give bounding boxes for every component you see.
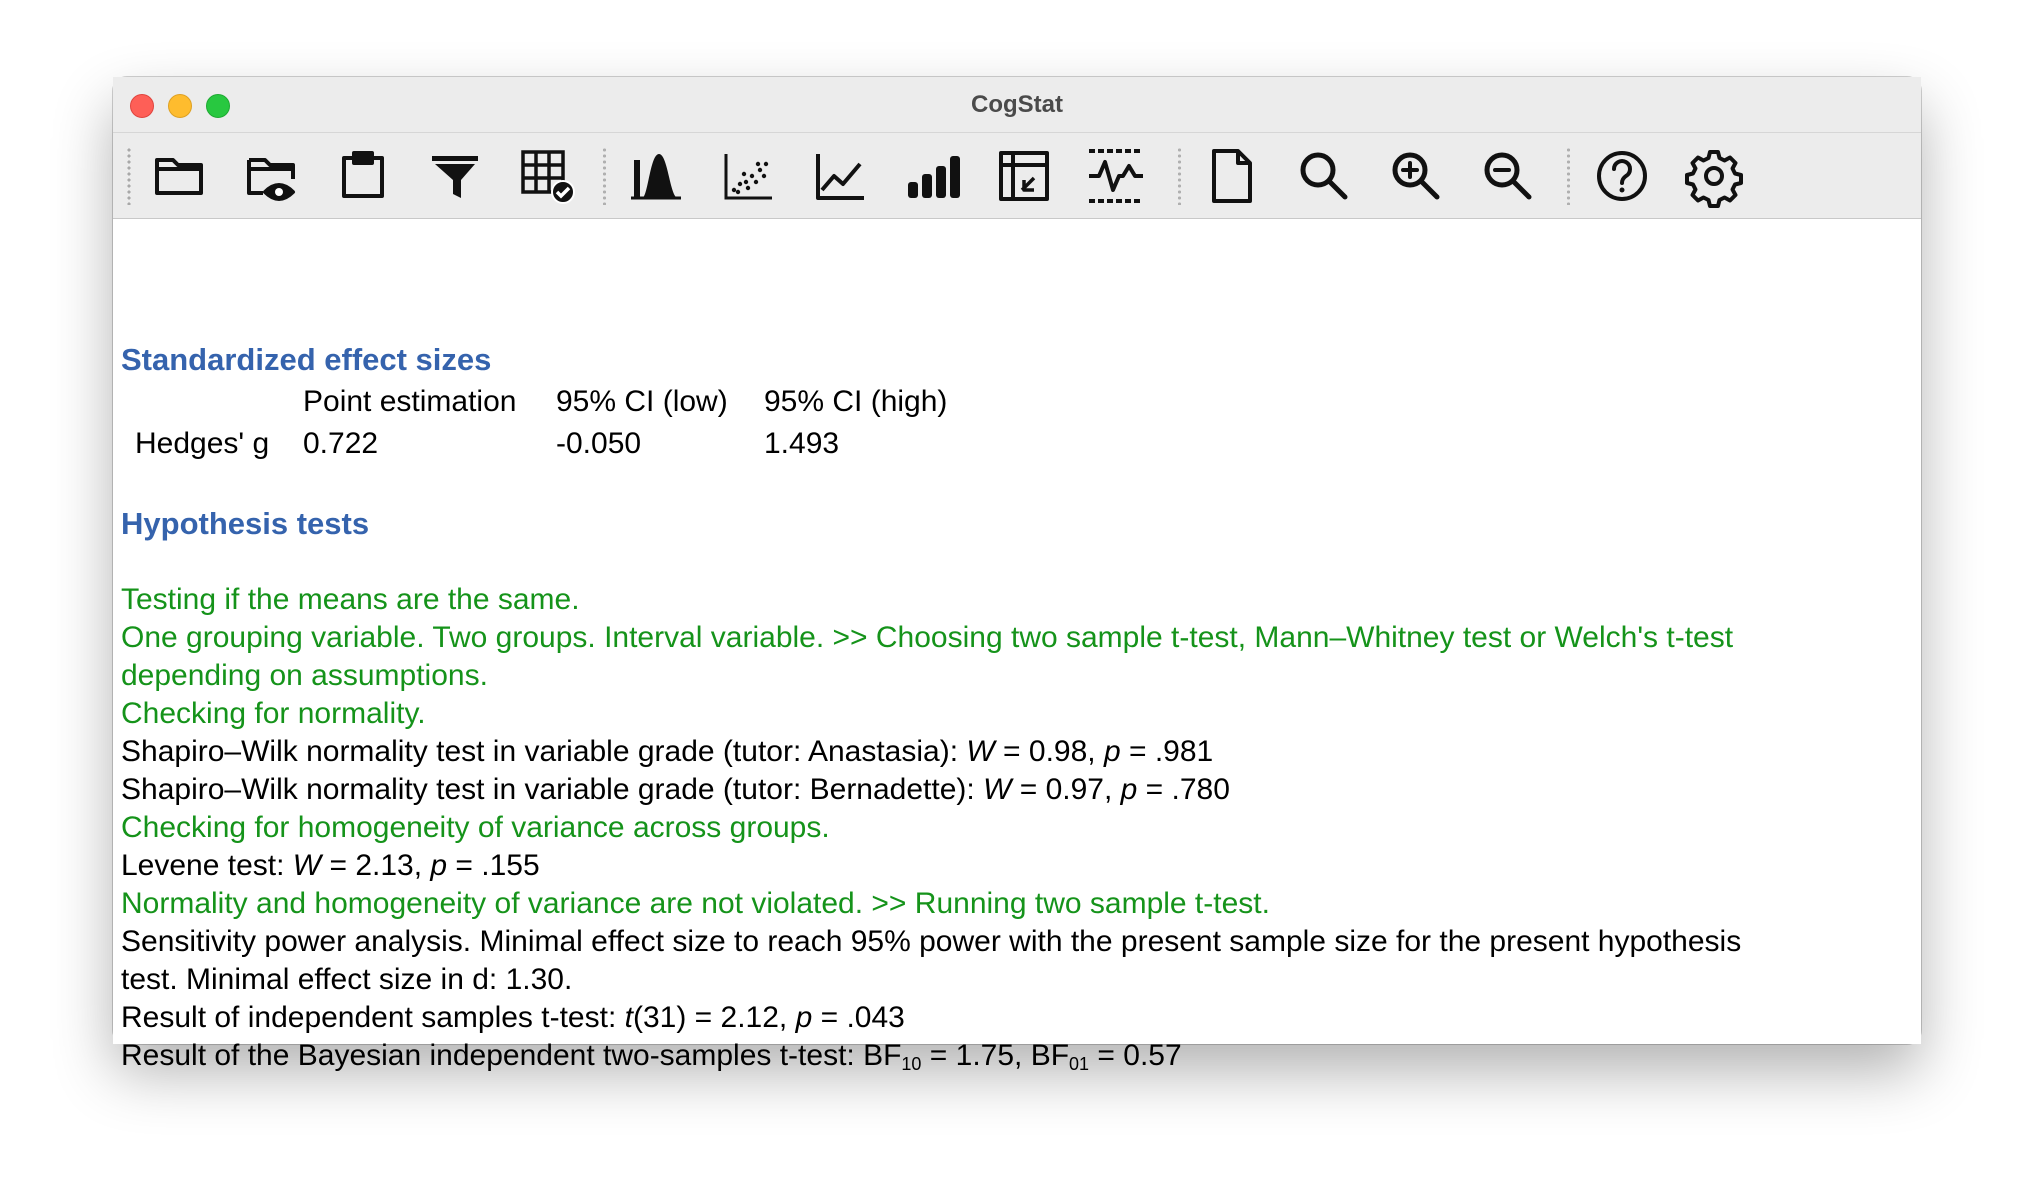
analysis-note: Testing if the means are the same. xyxy=(121,583,580,616)
bayes-result: Result of the Bayesian independent two-samples t-test: $BF_{10} = 1.75$, $BF_{01} = 0.57$ xyxy=(121,1039,1182,1074)
explore-relation-icon xyxy=(718,146,778,206)
paste-data-button[interactable] xyxy=(330,143,396,209)
compare-variables-button[interactable] xyxy=(1083,143,1149,209)
filter-button[interactable] xyxy=(422,143,488,209)
explore-variable-button[interactable] xyxy=(623,143,689,209)
analysis-note: Normality and homogeneity of variance are not violated. >> Running two sample t-test. xyxy=(121,887,1270,920)
open-demo-icon xyxy=(241,146,301,206)
compare-groups-button[interactable] xyxy=(899,143,965,209)
analysis-note: One grouping variable. Two groups. Interval variable. >> Choosing two sample t-test, Mann–Whitney test or Welch's t-test xyxy=(121,621,1734,654)
analysis-note: depending on assumptions. xyxy=(121,659,488,692)
help-button[interactable] xyxy=(1589,143,1655,209)
explore-variable-icon xyxy=(626,146,686,206)
explore-relation-button[interactable] xyxy=(715,143,781,209)
search-button[interactable] xyxy=(1291,143,1357,209)
zoom-out-icon xyxy=(1478,146,1538,206)
open-demo-button[interactable] xyxy=(238,143,304,209)
display-data-button[interactable] xyxy=(514,143,580,209)
t-test-result: Result of independent samples t-test: t(31) = 2.12, p = .043 xyxy=(121,1001,905,1034)
analysis-note: Checking for homogeneity of variance across groups. xyxy=(121,811,830,844)
effect-size-heading: Standardized effect sizes xyxy=(121,342,492,377)
window-title: CogStat xyxy=(971,91,1063,118)
new-output-icon xyxy=(1202,146,1262,206)
zoom-in-button[interactable] xyxy=(1383,143,1449,209)
hypothesis-heading: Hypothesis tests xyxy=(121,506,370,541)
analysis-note: Checking for normality. xyxy=(121,697,426,730)
power-analysis-text: test. Minimal effect size in d: 1.30. xyxy=(121,963,573,996)
open-file-button[interactable] xyxy=(146,143,212,209)
title-bar xyxy=(113,77,1921,133)
search-icon xyxy=(1294,146,1354,206)
levene-result: Levene test: W = 2.13, p = .155 xyxy=(121,849,540,882)
zoom-in-icon xyxy=(1386,146,1446,206)
shapiro-wilk-result-1: Shapiro–Wilk normality test in variable grade (tutor: Anastasia): W = 0.98, p = .981 xyxy=(121,735,1214,768)
table-row-label: Hedges' g xyxy=(135,427,270,460)
display-data-icon xyxy=(517,146,577,206)
settings-button[interactable] xyxy=(1681,143,1747,209)
new-output-button[interactable] xyxy=(1199,143,1265,209)
pivot-table-icon xyxy=(994,146,1054,206)
power-analysis-text: Sensitivity power analysis. Minimal effect size to reach 95% power with the present sample size for the present hypothesis xyxy=(121,925,1742,958)
app-window xyxy=(113,77,1921,1074)
compare-groups-icon xyxy=(902,146,962,206)
reliability-button[interactable] xyxy=(807,143,873,209)
help-icon xyxy=(1592,146,1652,206)
paste-data-icon xyxy=(333,146,393,206)
shapiro-wilk-result-2: Shapiro–Wilk normality test in variable grade (tutor: Bernadette): W = 0.97, p = .780 xyxy=(121,773,1230,806)
filter-icon xyxy=(425,146,485,206)
table-header-ci-high: 95% CI (high) xyxy=(764,385,948,418)
settings-icon xyxy=(1684,146,1744,206)
table-cell-ci-low: -0.050 xyxy=(556,427,642,460)
toolbar-grip[interactable] xyxy=(127,147,131,205)
table-cell-ci-high: 1.493 xyxy=(764,427,840,460)
toolbar xyxy=(113,133,1921,219)
toolbar-separator xyxy=(1178,147,1181,205)
table-header-point: Point estimation xyxy=(303,385,517,418)
toolbar-separator xyxy=(1567,147,1570,205)
pivot-table-button[interactable] xyxy=(991,143,1057,209)
table-header-ci-low: 95% CI (low) xyxy=(556,385,728,418)
open-file-icon xyxy=(149,146,209,206)
zoom-out-button[interactable] xyxy=(1475,143,1541,209)
output-pane[interactable] xyxy=(113,219,1921,1074)
compare-variables-icon xyxy=(1086,146,1146,206)
table-cell-point: 0.722 xyxy=(303,427,379,460)
reliability-icon xyxy=(810,146,870,206)
toolbar-separator xyxy=(603,147,606,205)
